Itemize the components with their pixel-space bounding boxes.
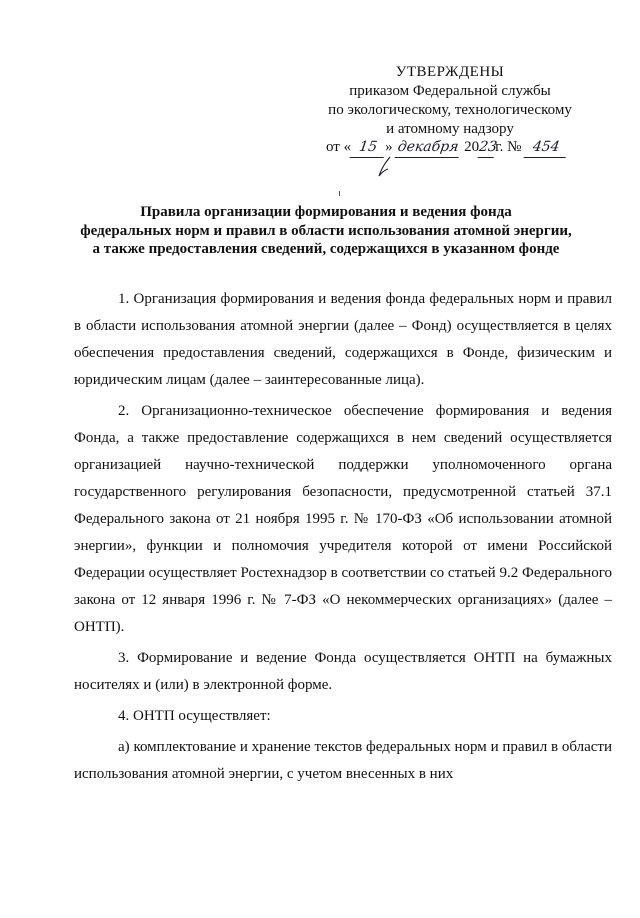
handwritten-order-number: 454 [524, 138, 569, 158]
paragraph-3: 3. Формирование и ведение Фонда осуществляется ОНТП на бумажных носителях и (или) в электронной форме. [74, 650, 612, 693]
title-line-2: федеральных норм и правил в области использования атомной энергии, [80, 222, 572, 239]
approval-line-1: приказом Федеральной службы [349, 83, 551, 99]
year-label: г. № [495, 139, 522, 155]
year-prefix: 20 [464, 139, 480, 155]
approval-block [300, 63, 600, 139]
document-title [70, 203, 582, 259]
date-prefix: от « [326, 139, 352, 155]
paragraph-4a: а) комплектование и хранение текстов федеральных норм и правил в области использования атомной энергии, с учетом внесенных в них [74, 739, 612, 782]
handwritten-day: 15 [350, 138, 387, 158]
document-body [74, 286, 612, 788]
approval-line-2: по экологическому, технологическому [328, 102, 572, 118]
approval-date-line [326, 138, 567, 158]
paragraph-1: 1. Организация формирования и ведения фонда федеральных норм и правил в области использования атомной энергии (далее – Фонд) осуществляется в целях обеспечения предоставления сведений, содержащихся в Фонде, физическим и юридическим лицам (далее – заинтересованные лица). [74, 291, 612, 388]
approval-heading: УТВЕРЖДЕНЫ [395, 64, 505, 80]
title-line-1: Правила организации формирования и ведения фонда [140, 204, 512, 220]
handwriting-stroke-icon [376, 156, 396, 178]
handwritten-year: 23 [478, 138, 497, 158]
scan-mark [339, 191, 340, 196]
approval-line-3: и атомному надзору [386, 121, 514, 137]
handwritten-month: декабря [395, 138, 462, 158]
paragraph-4: 4. ОНТП осуществляет: [118, 708, 271, 724]
title-line-3: а также предоставления сведений, содержащихся в указанном фонде [92, 241, 560, 257]
paragraph-2: 2. Организационно-техническое обеспечение формирования и ведения Фонда, а также предоставление содержащихся в нем сведений осуществляется организацией научно-технической поддержки уполномоченного органа государственного регулирования безопасности, предусмотренной статьей 37.1 Федерального закона от 21 ноября 1995 г. № 170-ФЗ «Об использовании атомной энергии», функции и полномочия учредителя которой от имени Российской Федерации осуществляет Ростехнадзор в соответствии со статьей 9.2 Федерального закона от 12 января 1996 г. № 7-ФЗ «О некоммерческих организациях» (далее – ОНТП). [74, 403, 612, 635]
date-mid: » [385, 139, 393, 155]
